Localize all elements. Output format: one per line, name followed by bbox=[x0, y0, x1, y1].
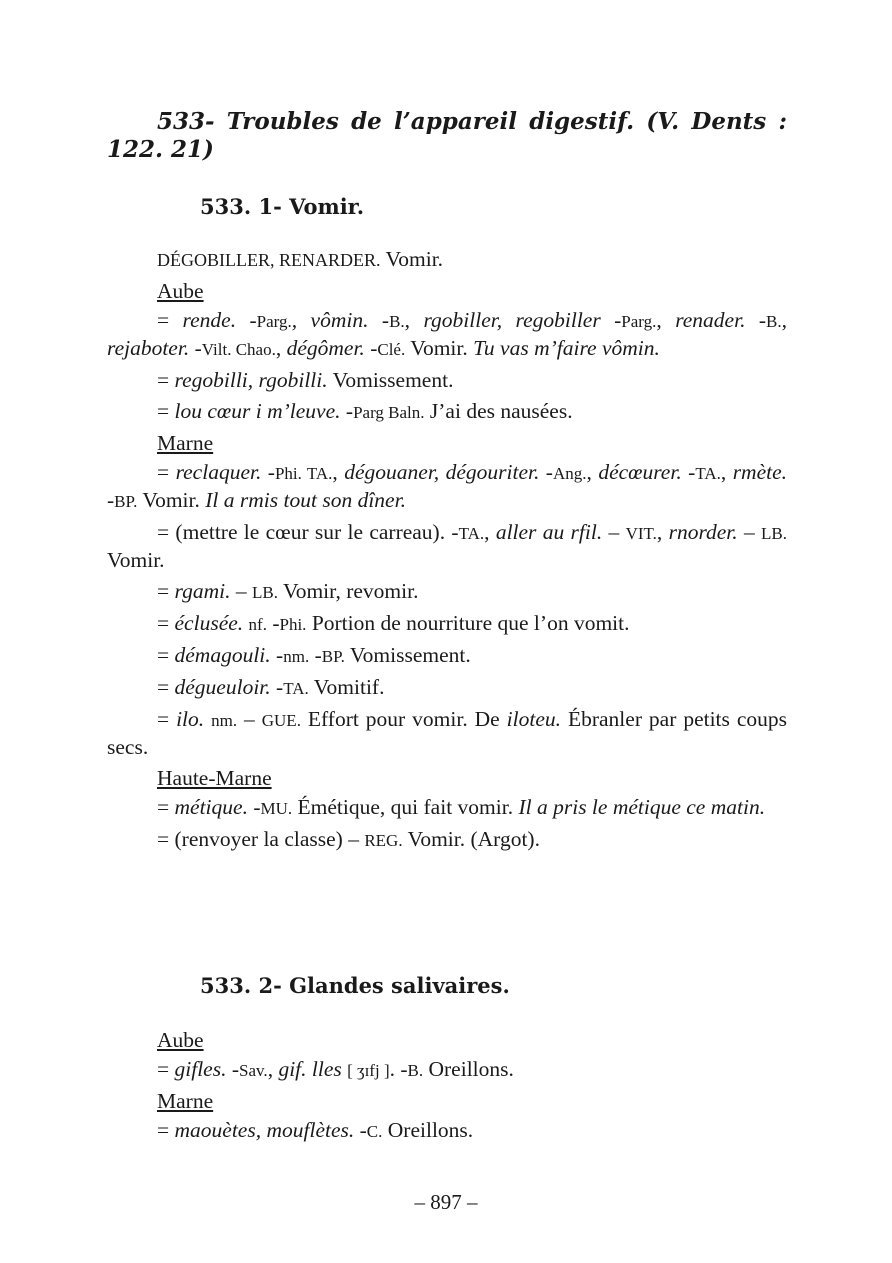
intro-line: DÉGOBILLER, RENARDER. Vomir. bbox=[157, 247, 444, 271]
section-heading-vomir: 533. 1- Vomir. bbox=[200, 194, 365, 219]
page-title: 533- Troubles de l’appareil digestif. (V. Dents : 122. 21) bbox=[107, 108, 787, 163]
entry: = lou cœur i m’leuve. -Parg Baln. J’ai des nausées. bbox=[157, 399, 573, 423]
entry: = métique. -MU. Émétique, qui fait vomir. Il a pris le métique ce matin. bbox=[157, 795, 766, 819]
entry: = rende. -Parg., vômin. -B., rgobiller, regobiller -Parg., renader. -B., rejaboter. -Vilt. Chao., dégômer. -Clé. Vomir. Tu vas m’faire vômin. bbox=[107, 308, 787, 360]
region-label-aube: Aube bbox=[157, 279, 204, 303]
entry: = dégueuloir. -TA. Vomitif. bbox=[157, 675, 385, 699]
entry: = rgami. – LB. Vomir, revomir. bbox=[157, 579, 419, 603]
entry: = (renvoyer la classe) – REG. Vomir. (Argot). bbox=[157, 827, 540, 851]
entry: = démagouli. -nm. -BP. Vomissement. bbox=[157, 643, 471, 667]
entry: = éclusée. nf. -Phi. Portion de nourriture que l’on vomit. bbox=[157, 611, 630, 635]
entry: = (mettre le cœur sur le carreau). -TA., aller au rfil. – VIT., rnorder. – LB. Vomir. bbox=[107, 520, 788, 572]
region-label-marne: Marne bbox=[157, 431, 214, 455]
section-heading-glandes: 533. 2- Glandes salivaires. bbox=[200, 973, 510, 998]
section-body-vomir bbox=[107, 246, 787, 858]
region-label-aube: Aube bbox=[157, 1028, 204, 1052]
page-number: – 897 – bbox=[414, 1190, 478, 1214]
entry: = ilo. nm. – GUE. Effort pour vomir. De iloteu. Ébranler par petits coups secs. bbox=[107, 707, 788, 759]
entry: = reclaquer. -Phi. TA., dégouaner, dégouriter. -Ang., décœurer. -TA., rmète. -BP. Vomir. Il a rmis tout son dîner. bbox=[107, 460, 788, 512]
section-body-glandes bbox=[107, 1027, 787, 1149]
entry: = regobilli, rgobilli. Vomissement. bbox=[157, 368, 454, 392]
region-label-haute-marne: Haute-Marne bbox=[157, 766, 272, 790]
entry: = gifles. -Sav., gif. lles [ ʒɪfj ]. -B. Oreillons. bbox=[157, 1057, 514, 1081]
entry: = maouètes, mouflètes. -C. Oreillons. bbox=[157, 1118, 474, 1142]
region-label-marne: Marne bbox=[157, 1089, 214, 1113]
